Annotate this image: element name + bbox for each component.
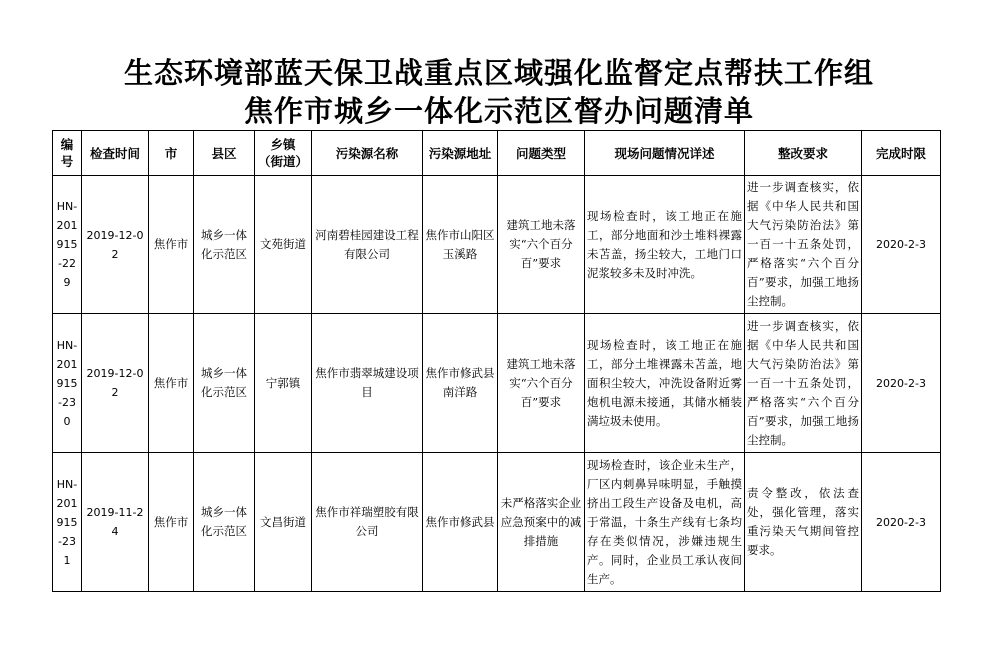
header-cell: 编号 [53, 131, 82, 176]
header-cell: 污染源名称 [312, 131, 423, 176]
cell-deadline: 2020-2-3 [862, 453, 941, 592]
cell-deadline: 2020-2-3 [862, 176, 941, 314]
cell-town: 文昌街道 [255, 453, 312, 592]
document-title-line2: 焦作市城乡一体化示范区督办问题清单 [243, 94, 754, 128]
header-cell: 检查时间 [82, 131, 149, 176]
cell-address: 焦作市修武县 [423, 453, 498, 592]
cell-city: 焦作市 [149, 176, 194, 314]
table-row [53, 176, 941, 314]
header-cell: 问题类型 [498, 131, 585, 176]
header-cell: 县区 [194, 131, 255, 176]
cell-town: 文苑街道 [255, 176, 312, 314]
cell-date: 2019-12-02 [82, 314, 149, 453]
cell-requirement: 责令整改，依法查处，强化管理，落实重污染天气期间管控要求。 [745, 453, 862, 592]
cell-requirement: 进一步调查核实，依据《中华人民共和国大气污染防治法》第一百一十五条处罚，严格落实“六个百分百”要求，加强工地扬尘控制。 [745, 176, 862, 314]
table-row [53, 314, 941, 453]
cell-address: 焦作市修武县南洋路 [423, 314, 498, 453]
cell-district: 城乡一体化示范区 [194, 176, 255, 314]
header-cell: 污染源地址 [423, 131, 498, 176]
cell-deadline: 2020-2-3 [862, 314, 941, 453]
header-cell: 乡镇 （街道） [255, 131, 312, 176]
header-cell: 完成时限 [862, 131, 941, 176]
cell-source: 焦作市翡翠城建设项目 [312, 314, 423, 453]
cell-id: HN-201915-230 [53, 314, 82, 453]
header-cell: 市 [149, 131, 194, 176]
cell-detail: 现场检查时，该工地正在施工，部分地面和沙土堆料裸露未苫盖，扬尘较大，工地门口泥浆较多未及时冲洗。 [585, 176, 745, 314]
cell-date: 2019-12-02 [82, 176, 149, 314]
table-row [53, 453, 941, 592]
cell-detail: 现场检查时，该工地正在施工，部分土堆裸露未苫盖，地面积尘较大，冲洗设备附近雾炮机电源未接通，其储水桶装满垃圾未使用。 [585, 314, 745, 453]
document-title-line1: 生态环境部蓝天保卫战重点区域强化监督定点帮扶工作组 [123, 56, 874, 90]
cell-id: HN-201915-231 [53, 453, 82, 592]
cell-requirement: 进一步调查核实，依据《中华人民共和国大气污染防治法》第一百一十五条处罚，严格落实“六个百分百”要求，加强工地扬尘控制。 [745, 314, 862, 453]
header-cell: 整改要求 [745, 131, 862, 176]
cell-city: 焦作市 [149, 314, 194, 453]
issue-list-table [52, 130, 941, 592]
cell-district: 城乡一体化示范区 [194, 453, 255, 592]
cell-source: 焦作市祥瑞塑胶有限公司 [312, 453, 423, 592]
cell-address: 焦作市山阳区玉溪路 [423, 176, 498, 314]
cell-district: 城乡一体化示范区 [194, 314, 255, 453]
header-cell: 现场问题情况详述 [585, 131, 745, 176]
cell-town: 宁郭镇 [255, 314, 312, 453]
cell-type: 建筑工地未落实“六个百分百”要求 [498, 176, 585, 314]
cell-city: 焦作市 [149, 453, 194, 592]
cell-source: 河南碧桂园建设工程有限公司 [312, 176, 423, 314]
table-header-row [53, 131, 941, 176]
cell-detail: 现场检查时，该企业未生产，厂区内刺鼻异味明显，手触摸挤出工段生产设备及电机，高于常温，十条生产线有七条均存在类似情况，涉嫌违规生产。同时，企业员工承认夜间生产。 [585, 453, 745, 592]
cell-id: HN-201915-229 [53, 176, 82, 314]
cell-type: 建筑工地未落实“六个百分百”要求 [498, 314, 585, 453]
cell-date: 2019-11-24 [82, 453, 149, 592]
cell-type: 未严格落实企业应急预案中的减排措施 [498, 453, 585, 592]
